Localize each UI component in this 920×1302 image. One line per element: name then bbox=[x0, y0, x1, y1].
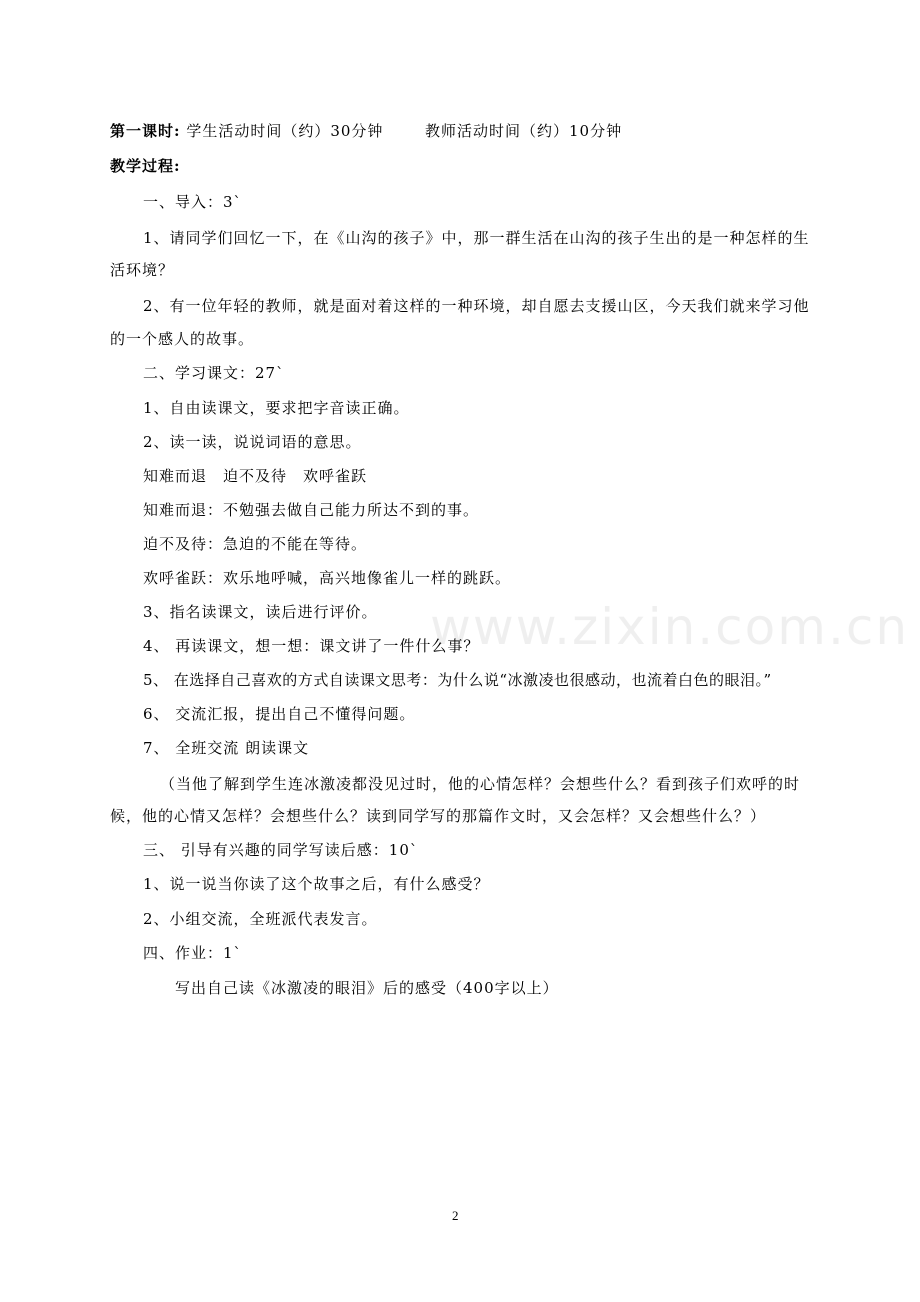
section-homework: 四、作业：1` bbox=[143, 944, 243, 962]
process-title: 教学过程: bbox=[110, 157, 181, 175]
paragraph-line: 2、读一读，说说词语的意思。 bbox=[143, 433, 362, 451]
student-time: 学生活动时间（约）30分钟 bbox=[186, 122, 384, 140]
paragraph-line: （当他了解到学生连冰激凌都没见过时，他的心情怎样？会想些什么？看到孩子们欢呼的时 bbox=[160, 775, 801, 793]
lesson-header bbox=[110, 121, 622, 141]
paragraph-line: 3、指名读课文，读后进行评价。 bbox=[143, 603, 378, 621]
paragraph-line: 4、 再读课文，想一想：课文讲了一件什么事？ bbox=[143, 637, 480, 655]
paragraph-line: 1、自由读课文，要求把字音读正确。 bbox=[143, 399, 410, 417]
paragraph-line: 5、 在选择自己喜欢的方式自读课文思考：为什么说“冰激凌也很感动，也流着白色的眼泪。” bbox=[143, 671, 772, 689]
vocabulary-definition: 欢呼雀跃：欢乐地呼喊，高兴地像雀儿一样的跳跃。 bbox=[143, 569, 512, 587]
paragraph-line: 活环境？ bbox=[110, 261, 175, 279]
lesson-label: 第一课时: bbox=[110, 122, 181, 140]
paragraph-line: 1、请同学们回忆一下，在《山沟的孩子》中，那一群生活在山沟的孩子生出的是一种怎样的生 bbox=[143, 229, 810, 247]
paragraph-line: 7、 全班交流 朗读课文 bbox=[143, 739, 310, 757]
paragraph-line: 2、小组交流，全班派代表发言。 bbox=[143, 910, 378, 928]
paragraph-line: 1、说一说当你读了这个故事之后，有什么感受？ bbox=[143, 875, 490, 893]
watermark: www.zixin.com.cn bbox=[430, 598, 910, 656]
vocabulary-definition: 知难而退：不勉强去做自己能力所达不到的事。 bbox=[143, 501, 480, 519]
section-intro: 一、导入：3` bbox=[143, 193, 243, 211]
section-reflection: 三、 引导有兴趣的同学写读后感：10` bbox=[143, 841, 419, 859]
paragraph-line: 2、有一位年轻的教师，就是面对着这样的一种环境，却自愿去支援山区，今天我们就来学习他 bbox=[143, 297, 810, 315]
paragraph-line: 的一个感人的故事。 bbox=[110, 330, 255, 348]
paragraph-line: 6、 交流汇报，提出自己不懂得问题。 bbox=[143, 705, 416, 723]
paragraph-line: 候，他的心情又怎样？会想些什么？读到同学写的那篇作文时，又会怎样？又会想些什么？） bbox=[110, 807, 767, 825]
teacher-time: 教师活动时间（约）10分钟 bbox=[424, 122, 623, 140]
page-number: 2 bbox=[452, 1208, 459, 1223]
section-study: 二、学习课文：27` bbox=[143, 364, 285, 382]
paragraph-line: 写出自己读《冰激凌的眼泪》后的感受（400字以上） bbox=[175, 979, 559, 997]
vocabulary-list: 知难而退 迫不及待 欢呼雀跃 bbox=[143, 467, 368, 485]
vocabulary-definition: 迫不及待：急迫的不能在等待。 bbox=[143, 535, 368, 553]
